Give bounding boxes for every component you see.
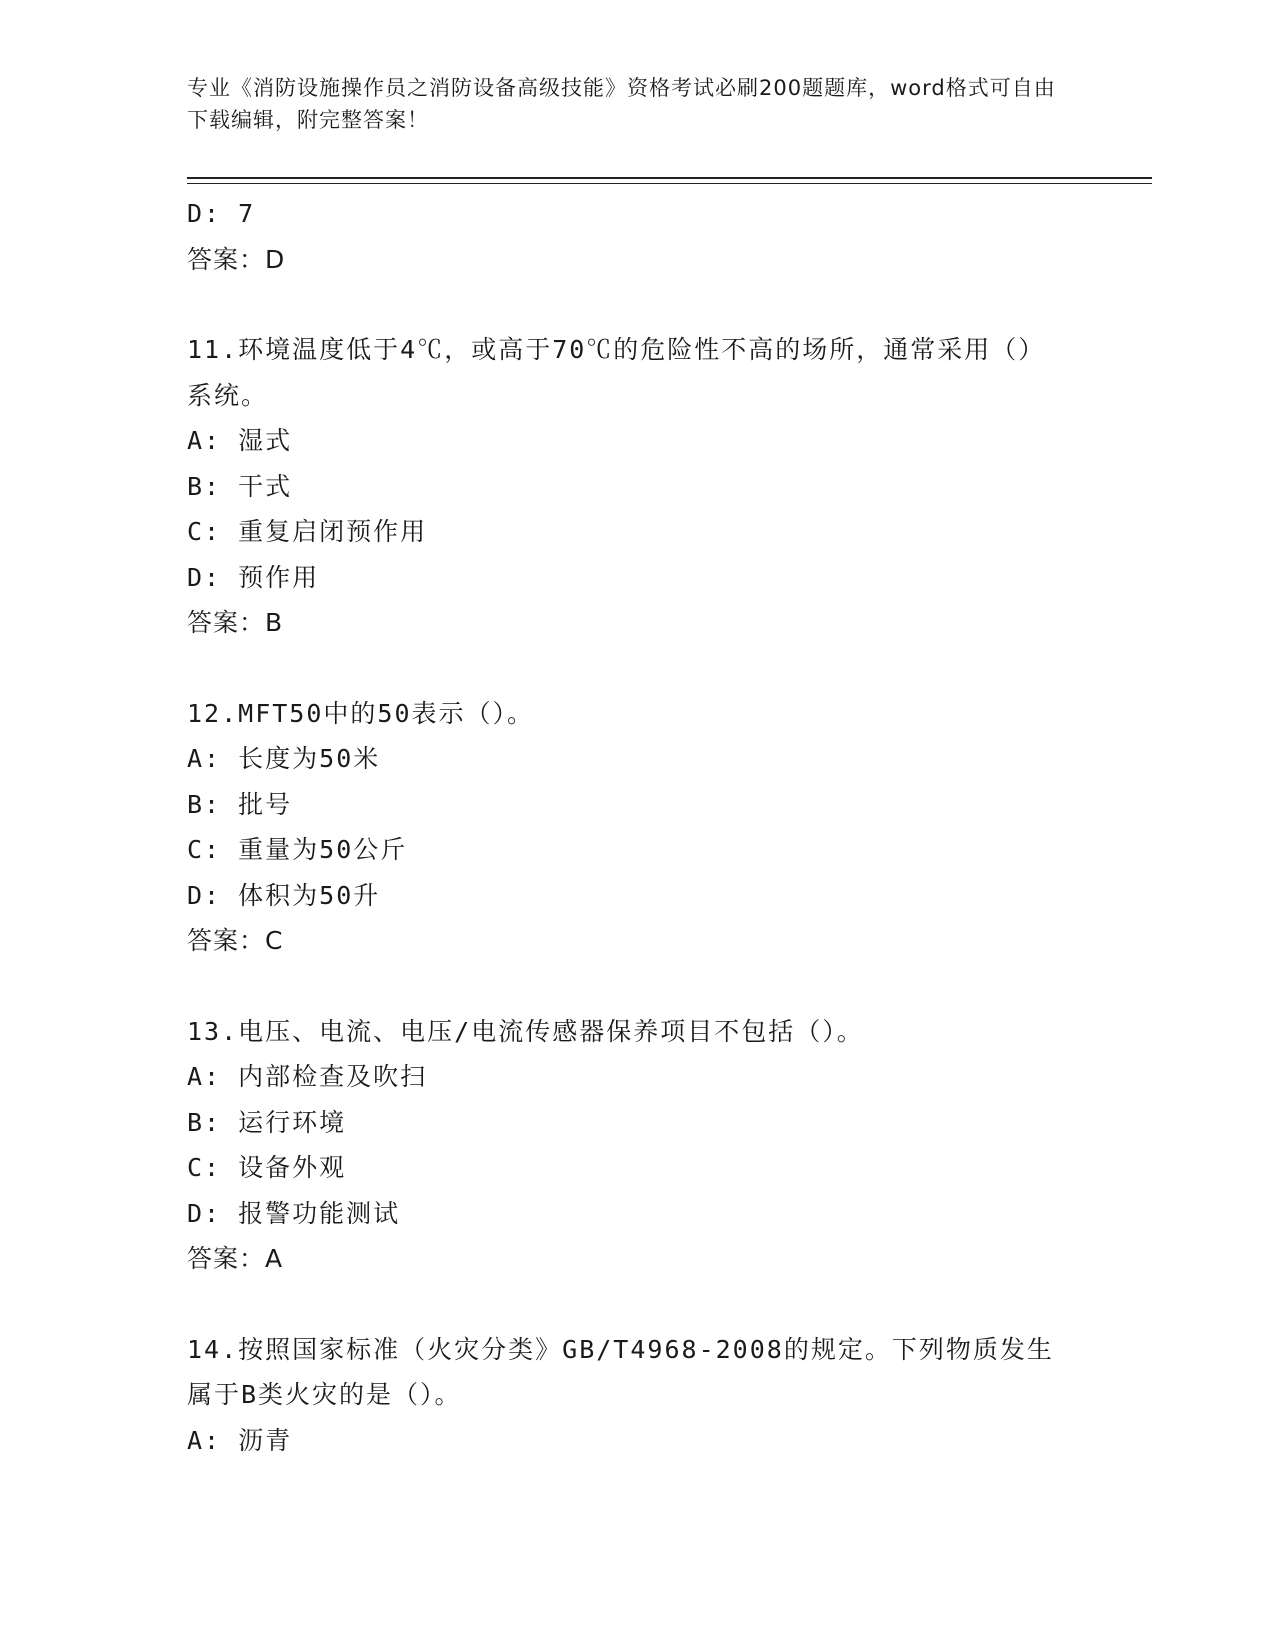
option-a: A: 长度为50米 <box>187 744 381 773</box>
option-d: D: 体积为50升 <box>187 880 381 910</box>
option-b: B: 干式 <box>187 471 293 501</box>
option-b: B: 运行环境 <box>187 1107 347 1137</box>
option-a: A: 沥青 <box>187 1425 293 1455</box>
question-stem: 14.按照国家标准（火灾分类》GB/T4968-2008的规定。下列物质发生属于B类火灾的是（）。 <box>187 1334 1054 1409</box>
question-list <box>187 191 1067 1463</box>
option-d: D: 7 <box>187 199 256 228</box>
answer: 答案：D <box>187 244 286 274</box>
option-b: B: 批号 <box>187 789 293 819</box>
option-c: C: 重量为50公斤 <box>187 835 408 864</box>
header-divider-thin <box>187 183 1152 184</box>
question-stem: 11.环境温度低于4℃，或高于70℃的危险性不高的场所，通常采用（）系统。 <box>187 335 1046 410</box>
header-divider-thick <box>187 177 1152 179</box>
answer: 答案：A <box>187 1244 284 1273</box>
option-d: D: 报警功能测试 <box>187 1198 401 1228</box>
answer: 答案：B <box>187 608 284 637</box>
answer: 答案：C <box>187 926 284 955</box>
question-stem: 13.电压、电流、电压/电流传感器保养项目不包括（）。 <box>187 1016 864 1046</box>
question-12 <box>187 691 1067 964</box>
option-c: C: 重复启闭预作用 <box>187 517 428 546</box>
question-13 <box>187 1009 1067 1282</box>
option-d: D: 预作用 <box>187 562 320 592</box>
document-header: 专业《消防设施操作员之消防设备高级技能》资格考试必刷200题题库，word格式可自由下载编辑，附完整答案！ <box>187 76 1056 132</box>
option-c: C: 设备外观 <box>187 1153 347 1182</box>
question-stem: 12.MFT50中的50表示（）。 <box>187 698 535 728</box>
question-14 <box>187 1327 1067 1464</box>
option-a: A: 内部检查及吹扫 <box>187 1062 428 1091</box>
question-11 <box>187 327 1067 646</box>
option-a: A: 湿式 <box>187 426 293 455</box>
